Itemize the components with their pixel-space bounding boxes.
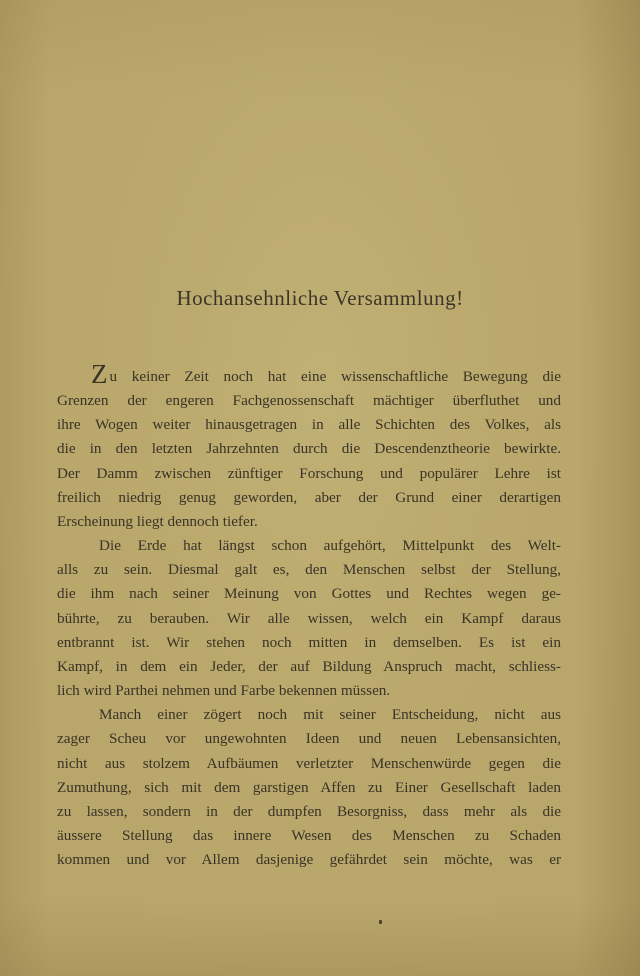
text-line: bührte, zu berauben. Wir alle wissen, welch ein Kampf daraus bbox=[57, 609, 561, 627]
text-line: Zu keiner Zeit noch hat eine wissenschaftliche Bewegung die bbox=[91, 364, 561, 389]
paragraph-3 bbox=[57, 703, 561, 872]
drop-capital: Z bbox=[91, 364, 108, 389]
ink-speck bbox=[379, 920, 382, 924]
text-line: zu lassen, sondern in der dumpfen Besorgniss, dass mehr als die bbox=[57, 802, 561, 820]
text-line: lich wird Parthei nehmen und Farbe bekennen müssen. bbox=[57, 682, 391, 700]
text-line: Grenzen der engeren Fachgenossenschaft mächtiger überfluthet und bbox=[57, 392, 561, 410]
text-line: zager Scheu vor ungewohnten Ideen und neuen Lebensansichten, bbox=[57, 730, 561, 748]
text-line: Die Erde hat längst schon aufgehört, Mittelpunkt des Welt- bbox=[99, 537, 561, 555]
text-line: alls zu sein. Diesmal galt es, den Menschen selbst der Stellung, bbox=[57, 561, 561, 579]
text-line: Der Damm zwischen zünftiger Forschung und populärer Lehre ist bbox=[57, 464, 561, 482]
text-line: Zumuthung, sich mit dem garstigen Affen zu Einer Gesellschaft laden bbox=[57, 778, 561, 796]
text-line: Erscheinung liegt dennoch tiefer. bbox=[57, 512, 258, 530]
text-line: die ihm nach seiner Meinung von Gottes und Rechtes wegen ge- bbox=[57, 585, 561, 603]
text-line: Kampf, in dem ein Jeder, der auf Bildung Anspruch macht, schliess- bbox=[57, 657, 561, 675]
paragraph-1 bbox=[57, 364, 561, 534]
text-line: kommen und vor Allem dasjenige gefährdet sein möchte, was er bbox=[57, 851, 561, 869]
text-line: nicht aus stolzem Aufbäumen verletzter Menschenwürde gegen die bbox=[57, 754, 561, 772]
drop-capital-rest: u bbox=[109, 368, 132, 385]
text-line: ihre Wogen weiter hinausgetragen in alle Schichten des Volkes, als bbox=[57, 416, 561, 434]
text-line: äussere Stellung das innere Wesen des Menschen zu Schaden bbox=[57, 826, 561, 844]
text-line: die in den letzten Jahrzehnten durch die Descendenztheorie bewirkte. bbox=[57, 440, 561, 458]
page-heading: Hochansehnliche Versammlung! bbox=[176, 286, 464, 310]
paragraph-2 bbox=[57, 534, 561, 703]
text-line: freilich niedrig genug geworden, aber der Grund einer derartigen bbox=[57, 488, 561, 506]
text-line: Manch einer zögert noch mit seiner Entscheidung, nicht aus bbox=[99, 706, 561, 724]
text-line: entbrannt ist. Wir stehen noch mitten in demselben. Es ist ein bbox=[57, 633, 561, 651]
body-text bbox=[57, 364, 561, 872]
